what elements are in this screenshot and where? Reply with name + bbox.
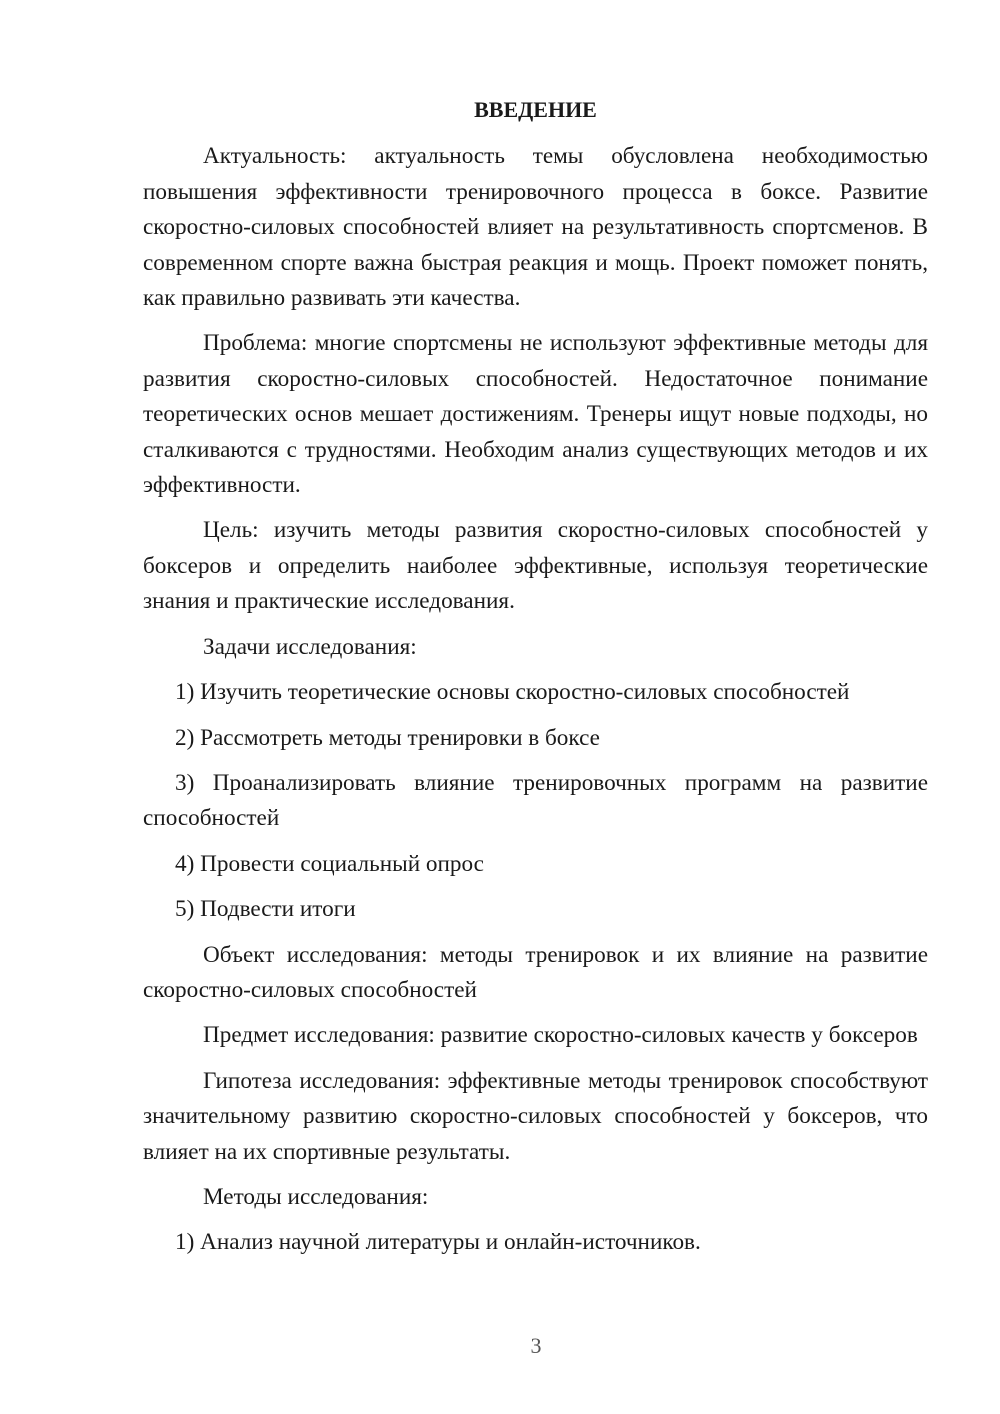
task-item: 1) Изучить теоретические основы скоростно-силовых способностей — [175, 679, 850, 706]
document-page — [143, 92, 928, 1271]
object-paragraph: Объект исследования: методы тренировок и их влияние на развитие скоростно-силовых способностей — [143, 941, 928, 1003]
relevance-paragraph: Актуальность: актуальность темы обусловлена необходимостью повышения эффективности тренировочного процесса в боксе. Развитие скоростно-силовых способностей влияет на результативность спортсменов. В современном спорте важна быстрая реакция и мощь. Проект поможет понять, как правильно развивать эти качества. — [143, 143, 928, 312]
page-number: 3 — [530, 1333, 542, 1358]
problem-paragraph: Проблема: многие спортсмены не используют эффективные методы для развития скоростно-силовых способностей. Недостаточное понимание теоретических основ мешает достижениям. Тренеры ищут новые подходы, но сталкиваются с трудностями. Необходим анализ существующих методов и их эффективности. — [143, 330, 928, 499]
section-heading: ВВЕДЕНИЕ — [474, 97, 597, 122]
task-item: 5) Подвести итоги — [175, 896, 356, 923]
method-item: 1) Анализ научной литературы и онлайн-источников. — [175, 1229, 701, 1256]
task-item: 4) Провести социальный опрос — [175, 850, 484, 877]
task-item: 3) Проанализировать влияние тренировочных программ на развитие способностей — [143, 769, 928, 832]
hypothesis-paragraph: Гипотеза исследования: эффективные методы тренировок способствуют значительному развитию скоростно-силовых способностей у боксеров, что влияет на их спортивные результаты. — [143, 1067, 928, 1165]
goal-paragraph: Цель: изучить методы развития скоростно-силовых способностей у боксеров и определить наиболее эффективные, используя теоретические знания и практические исследования. — [143, 517, 928, 615]
methods-label: Методы исследования: — [203, 1183, 429, 1210]
task-item: 2) Рассмотреть методы тренировки в боксе — [175, 724, 600, 751]
subject-paragraph: Предмет исследования: развитие скоростно-силовых качеств у боксеров — [203, 1022, 918, 1049]
tasks-label: Задачи исследования: — [203, 633, 417, 660]
